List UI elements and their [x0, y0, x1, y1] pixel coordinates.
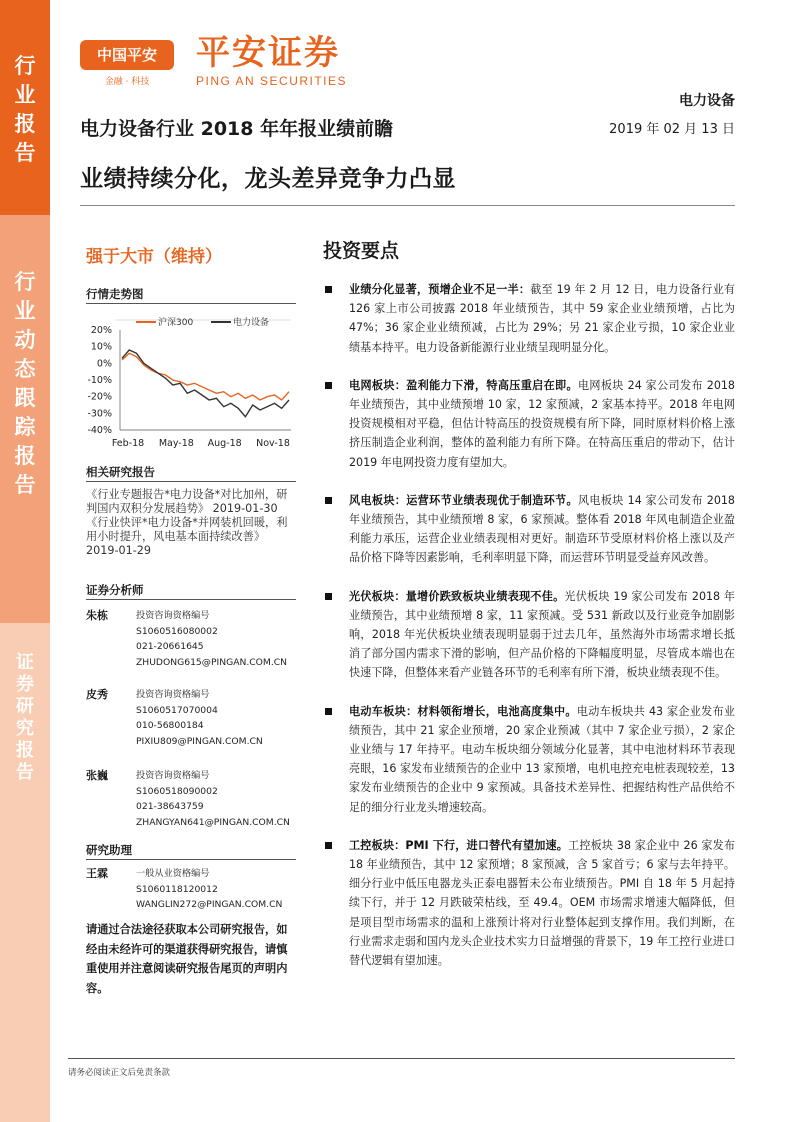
side-label-char: 行	[14, 270, 36, 294]
analyst-name: 张巍	[86, 769, 108, 782]
bullet-square-icon	[325, 497, 332, 504]
analyst-info	[136, 608, 296, 670]
section-assistant-label: 研究助理	[86, 843, 132, 857]
rating-label: 强于大市（维持）	[86, 247, 222, 267]
side-label-char: 证	[16, 652, 34, 673]
highlight-lead: 电网板块：盈利能力下滑，特高压重启在即。	[349, 378, 578, 392]
analyst-email[interactable]: ZHANGYAN641@PINGAN.COM.CN	[136, 816, 290, 828]
logo-box-text: 中国平安	[80, 40, 174, 70]
analyst-phone: 010-56800184	[136, 720, 204, 731]
ping-an-group-logo	[80, 40, 174, 90]
report-date: 2019 年 02 月 13 日	[609, 122, 735, 137]
section-related-label: 相关研究报告	[86, 465, 155, 479]
logo-box-subtitle: 金融 · 科技	[104, 77, 150, 87]
chart-y-tick-label: 10%	[90, 341, 112, 353]
highlight-lead: 业绩分化显著，预增企业不足一半：	[349, 283, 531, 296]
side-label-char: 究	[16, 718, 34, 739]
ping-an-securities-logo	[196, 34, 347, 88]
investment-highlights-list	[323, 280, 735, 989]
side-label-char: 跟	[14, 386, 36, 410]
analyst-license: S1060518090002	[136, 785, 218, 797]
assistant-qualification: 一般从业资格编号	[136, 868, 210, 879]
highlight-text: 电动车板块共 43 家企业发布业绩预告，其中 21 家企业预增，20 家企业预减（其中 7 家企业亏损），2 家企业业绩与 17 年持平。电动车板块细分领域分化显著，其中电池材料环节表现亮眼，16 家发布业绩预告的企业中 13 家预增，电机电控充电桩表现较差，13 家发布业绩预告的企业中 9 家预减。具备技术差异性、把握结构性产品供给不足的细分行业龙头增速较高。	[349, 704, 735, 814]
side-label-char: 告	[16, 762, 34, 783]
report-headline: 业绩持续分化，龙头差异竞争力凸显	[80, 166, 456, 192]
sector-tag: 电力设备	[679, 93, 735, 109]
analyst-phone: 021-20661645	[136, 641, 204, 652]
side-label-dynamic-tracking	[0, 268, 50, 500]
side-label-char: 态	[14, 357, 36, 381]
analyst-license: S1060517070004	[136, 704, 218, 716]
series-hs300-line	[122, 353, 289, 400]
legend-power-label: 电力设备	[233, 318, 270, 328]
report-title: 电力设备行业 2018 年年报业绩前瞻	[80, 118, 394, 140]
chart-x-tick-label: Aug-18	[207, 438, 242, 449]
analyst-email[interactable]: PIXIU809@PINGAN.COM.CN	[136, 735, 263, 747]
bullet-square-icon	[325, 382, 332, 389]
assistant-license: S1060118120012	[136, 883, 218, 895]
related-reports	[86, 488, 296, 558]
logo-name-en: PING AN SECURITIES	[196, 74, 348, 88]
side-label-char: 告	[14, 141, 36, 165]
bullet-square-icon	[325, 708, 332, 715]
chart-y-tick-label: -30%	[87, 408, 112, 420]
highlight-item	[323, 491, 735, 568]
side-label-char: 券	[16, 674, 34, 695]
chart-x-tick-label: Feb-18	[111, 438, 145, 449]
highlight-text: 截至 19 年 2 月 12 日，电力设备行业有 126 家上市公司披露 2018 年业绩预告，其中 59 家企业业绩预增，占比为 47%；36 家企业业绩预减，占比为 29%；另 21 家企业亏损，10 家企业业绩基本持平。电力设备新能源行业业绩呈现明显分化。	[349, 283, 735, 354]
chart-y-tick-label: 0%	[96, 358, 112, 370]
investment-highlights-title: 投资要点	[323, 240, 400, 262]
bullet-square-icon	[325, 286, 332, 293]
chart-x-tick-label: May-18	[158, 438, 194, 449]
analyst-phone: 021-38643759	[136, 801, 204, 812]
footer-note: 请务必阅读正文后免责条款	[68, 1068, 171, 1078]
side-label-char: 研	[16, 696, 34, 717]
highlight-lead: 风电板块：运营环节业绩表现优于制造环节。	[349, 493, 578, 507]
analyst-qualification: 投资咨询资格编号	[136, 610, 210, 621]
analyst-license: S1060516080002	[136, 625, 218, 637]
section-assistant-rule	[86, 859, 296, 860]
highlight-text: 工控板块 38 家企业中 26 家发布 18 年业绩预告，其中 12 家预增；8 家预减，含 5 家首亏；6 家与去年持平。细分行业中低压电器龙头正泰电器暂未公布业绩预告。PMI 自 18 年 5 月起持续下行，并于 12 月跌破荣枯线，至 49.4。OEM 市场需求增速大幅降低，但是项目型市场需求的温和上涨预计将对行业整体起到支撑作用。我们判断，在行业需求走弱和国内龙头企业技术实力日益增强的背景下，19 年工控行业进口替代逻辑有望加速。	[349, 838, 735, 968]
side-label-char: 报	[14, 444, 36, 468]
series-power-line	[122, 350, 289, 417]
section-analysts-label: 证券分析师	[86, 583, 144, 597]
highlight-text: 电网板块 24 家公司发布 2018 年业绩预告，其中业绩预增 10 家，12 家预减，2 家基本持平。2018 年电网投资规模相对平稳，但估计特高压的投资规模有所下降，同时原材料价格上涨挤压制造企业利润，整体的盈利能力有所下降。在特高压重启的带动下，估计 2019 年电网投资力度有望加大。	[349, 378, 735, 469]
analyst-name: 皮秀	[86, 688, 108, 701]
chart-y-tick-label: 20%	[90, 325, 112, 336]
assistant-email[interactable]: WANGLIN272@PINGAN.COM.CN	[136, 899, 283, 910]
related-report-item[interactable]: 《行业专题报告*电力设备*对比加州，研判国内双积分发展趋势》 2019-01-30	[86, 488, 288, 515]
highlight-item	[323, 376, 735, 472]
analyst-card	[86, 608, 296, 672]
highlight-item	[323, 836, 735, 970]
highlight-lead: 光伏板块：量增价跌致板块业绩表现不佳。	[349, 589, 565, 603]
analyst-email[interactable]: ZHUDONG615@PINGAN.COM.CN	[136, 656, 288, 668]
side-label-char: 业	[14, 299, 36, 323]
side-label-char: 动	[14, 328, 36, 352]
legend-hs300-label: 沪深300	[158, 318, 194, 328]
usage-disclaimer: 请通过合法途径获取本公司研究报告，如经由未经许可的渠道获得研究报告，请慎重使用并注意阅读研究报告尾页的声明内容。	[86, 923, 288, 995]
related-report-item[interactable]: 《行业快评*电力设备*并网装机回暖，利用小时提升，风电基本面持续改善》 2019-01-29	[86, 516, 288, 557]
assistant-name: 王霖	[86, 867, 108, 880]
logo-name-cn: 平安证券	[196, 33, 340, 73]
analyst-qualification: 投资咨询资格编号	[136, 689, 210, 700]
side-label-char: 告	[14, 473, 36, 497]
bullet-square-icon	[325, 842, 332, 849]
highlight-lead: 工控板块：PMI 下行，进口替代有望加速。	[349, 838, 569, 852]
section-trend-label: 行情走势图	[86, 287, 144, 301]
chart-y-tick-label: -20%	[87, 391, 112, 403]
header-divider	[80, 205, 735, 206]
highlight-text: 风电板块 14 家公司发布 2018 年业绩预告，其中业绩预增 8 家，6 家预减。整体看 2018 年风电制造企业盈利能力承压，运营企业业绩表现相对更好。制造环节受原材料价格上涨以及产品价格下降等因素影响，毛利率明显下降，而运营环节明显受益弃风改善。	[349, 493, 735, 565]
analyst-info	[136, 687, 296, 749]
highlight-item	[323, 587, 735, 683]
highlight-lead: 电动车板块：材料领衔增长，电池高度集中。	[349, 704, 577, 718]
side-label-char: 报	[14, 112, 36, 136]
side-label-industry-report	[0, 52, 50, 168]
section-analysts-rule	[86, 599, 296, 600]
highlight-text: 光伏板块 19 家公司发布 2018 年业绩预告，其中业绩预增 8 家，11 家预减。受 531 新政以及行业竞争加剧影响，2018 年光伏板块业绩表现明显弱于过去几年，虽然海外市场需求增长抵消了部分国内需求下滑的影响，但产品价格的下降幅度明显，尽管成本端也在快速下降，但整体来看产业链各环节的毛利率有所下滑，板块业绩表现不佳。	[349, 589, 735, 680]
assistant-card	[86, 866, 296, 914]
chart-y-tick-label: -40%	[87, 425, 112, 436]
side-label-char: 行	[14, 54, 36, 78]
footer-divider	[68, 1058, 735, 1059]
chart-x-tick-label: Nov-18	[256, 438, 290, 449]
analyst-qualification: 投资咨询资格编号	[136, 770, 210, 781]
analyst-name: 朱栋	[86, 609, 108, 622]
analyst-info	[136, 768, 296, 830]
side-label-char: 踪	[14, 415, 36, 439]
analyst-card	[86, 768, 296, 832]
section-related-rule	[86, 481, 296, 482]
highlight-item	[323, 702, 735, 817]
chart-y-tick-label: -10%	[87, 375, 112, 386]
assistant-info	[136, 866, 296, 913]
side-label-securities-research	[0, 652, 50, 784]
side-label-char: 报	[16, 740, 34, 761]
bullet-square-icon	[325, 593, 332, 600]
side-label-char: 业	[14, 83, 36, 107]
section-trend-rule	[86, 303, 296, 304]
trend-chart	[86, 312, 296, 452]
analyst-card	[86, 687, 296, 751]
highlight-item	[323, 280, 735, 357]
